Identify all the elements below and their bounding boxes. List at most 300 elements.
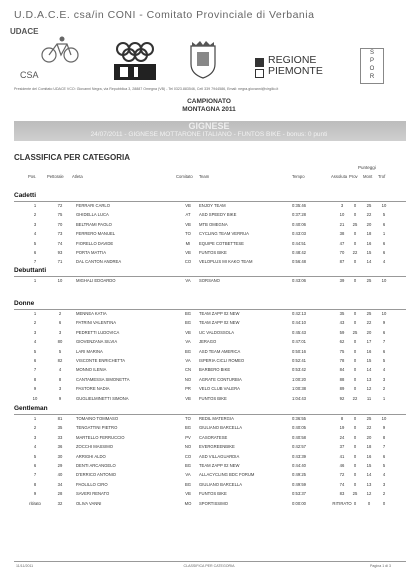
overall-rank: RITIRATO [332,500,352,506]
team: ASD VILLAGUARDIA [199,453,240,459]
overall-rank: 74 [339,481,345,487]
team: JERAGO [199,339,217,345]
table-row [0,278,418,287]
regione-flag-icon [255,58,264,67]
time: 0:43:03 [292,231,306,237]
table-row [0,396,418,405]
coni-logo-icon [110,40,160,82]
athlete-name: FERRERO MANUEL [76,231,116,237]
time: 0:48:42 [292,250,306,255]
points-prov: 0 [353,259,357,265]
overall-rank: 75 [339,348,345,354]
points-mont: 11 [366,395,372,401]
team: SORSANO [199,278,220,283]
comitato: NO [184,444,192,450]
col-tempo: Tempo [292,174,305,179]
pos: 1 [33,278,37,283]
points-trof: 6 [382,329,386,335]
team: SPORTISSIMO [199,500,229,506]
comitato: VB [185,329,191,335]
athlete-name: PEDRETTI LUDOVICA [76,329,120,335]
athlete-name: VISCONTE ENRICHETTA [76,358,126,363]
document-title: U.D.A.C.E. csa/in CONI - Comitato Provinciale di Verbania [14,9,315,21]
pettorale: 32 [57,500,63,506]
points-mont: 12 [366,386,372,392]
points-mont: 13 [366,376,372,382]
table-row [0,320,418,329]
time: 1:00:38 [292,386,306,392]
overall-rank: 24 [339,434,345,440]
athlete-name: GHIDELLA LUCA [76,212,109,218]
table-row [0,212,418,221]
team: FUNTOS BIKE [199,395,227,401]
team: ISPERIA CICLI ROMEO [199,358,245,363]
athlete-name: MONNO ILENIA [76,367,107,373]
team: ALLACYCLING BDC FORUM [199,472,255,478]
time: 0:45:43 [292,329,306,335]
pos: 6 [33,250,37,255]
points-trof: 3 [382,481,386,487]
overall-rank: 43 [339,320,345,326]
pos: 9 [33,491,37,497]
table-row [0,472,418,481]
comitato: VB [185,395,191,401]
col-team: Team [199,174,210,179]
athlete-name: TENGATTINI PIETRO [76,425,118,431]
overall-rank: 88 [339,376,345,382]
pettorale: 73 [57,231,63,237]
championship-label: CAMPIONATO [187,98,231,105]
table-row [0,349,418,358]
athlete-name: D'ERRICO ANTONIO [76,472,117,478]
table-row [0,250,418,259]
col-atleta: Atleta [72,174,83,179]
points-prov: 0 [353,376,357,382]
points-trof: 4 [382,367,386,373]
points-mont: 22 [366,425,372,431]
pettorale: 33 [57,434,63,440]
points-trof: 3 [382,376,386,382]
points-trof: 7 [382,444,386,450]
pettorale: 30 [57,453,63,459]
overall-rank: 84 [339,367,345,373]
col-mont: Mont [363,174,373,179]
pos: 8 [33,481,37,487]
points-trof: 5 [382,212,386,218]
overall-rank: 39 [339,278,345,283]
overall-rank: 46 [339,463,345,468]
table-row [0,386,418,395]
athlete-name: DAL CANTON ANDREA [76,259,122,265]
comitato: TO [185,416,191,421]
points-trof: 10 [381,311,387,316]
time: 0:53:42 [292,367,306,373]
points-prov: 25 [352,329,358,335]
team: CASORATESE [199,434,228,440]
province-crest-icon [188,40,218,80]
athlete-name: MIGHALI EDOARDO [76,278,116,283]
pettorale: 28 [57,491,63,497]
col-pos: Pos. [28,174,37,179]
team: UC VALDOSSOLA [199,329,235,335]
regione-piemonte-logo: REGIONE PIEMONTE [268,54,323,77]
team: GIULIANO BARCELLA [199,425,243,431]
pos: 7 [33,367,37,373]
pos: 4 [33,231,37,237]
section-heading: Debuttanti [14,267,47,274]
points-mont: 25 [366,416,372,421]
col-pettorale: Pettorale [47,174,64,179]
overall-rank: 35 [339,311,345,316]
comitato: VA [185,472,191,478]
pettorale: 70 [57,221,63,227]
comitato: BG [184,311,192,316]
overall-rank: 21 [339,221,345,227]
points-prov: 0 [353,472,357,478]
points-mont: 17 [366,339,372,345]
pettorale: 3 [58,329,62,335]
athlete-name: PATRINI VALENTINA [76,320,117,326]
time: 0:47:01 [292,339,306,345]
pos: 1 [33,416,37,421]
overall-rank: 37 [339,444,345,450]
section-divider [14,309,406,310]
points-prov: 0 [353,453,357,459]
points-trof: 6 [382,250,386,255]
time: 0:49:59 [292,481,306,487]
col-trof: Trof [378,174,386,179]
points-trof: 8 [382,434,386,440]
points-prov: 0 [353,444,357,450]
points-mont: 20 [366,329,372,335]
time: 1:04:43 [292,395,306,401]
points-prov: 0 [353,278,357,283]
team: TEAM ZAPP 02 NEW [199,463,240,468]
overall-rank: 59 [339,329,345,335]
team: CYCLING TEAM VERRUA [199,231,249,237]
points-prov: 0 [353,434,357,440]
time: 0:35:46 [292,203,306,208]
pettorale: 81 [57,416,63,421]
table-row [0,435,418,444]
overall-rank: 38 [339,231,345,237]
comitato: PR [185,386,191,392]
pos: 10 [32,395,38,401]
classification-title: CLASSIFICA PER CATEGORIA [14,153,131,162]
table-row [0,339,418,348]
athlete-name: GUGLIELMINETTI SIMONA [76,395,129,401]
time: 0:56:48 [292,259,306,265]
table-row [0,454,418,463]
comitato: CO [184,453,192,459]
points-prov: 0 [353,358,357,363]
comitato: VB [185,250,191,255]
table-row [0,482,418,491]
comitato: NO [184,376,192,382]
time: 0:43:06 [292,278,306,283]
pettorale: 80 [57,339,63,345]
pettorale: 82 [57,358,63,363]
points-mont: 25 [366,311,372,316]
team: VELOPLUS MI KAKO TEAM [199,259,253,265]
points-mont: 13 [366,481,372,487]
table-row [0,377,418,386]
committee-address: Presidente del Comitato UDACE VCO: Giovanni Negra, via Repubblica 3, 28887 Omegna (VB) - Tel 0323.883546, Cell 339 7944586, Email: negra.giovanni@virgilio.it [14,87,279,91]
pettorale: 8 [58,376,62,382]
overall-rank: 89 [339,386,345,392]
pos: 6 [33,358,37,363]
points-trof: 10 [381,278,387,283]
team: TEAM ZAPP 02 NEW [199,320,240,326]
points-mont: 18 [366,444,372,450]
athlete-name: OLIVA VANNI [76,500,102,506]
points-trof: 4 [382,472,386,478]
points-mont: 15 [366,358,372,363]
points-prov: 0 [353,311,357,316]
comitato: BG [184,481,192,487]
points-prov: 0 [353,463,357,468]
pettorale: 2 [58,311,62,316]
points-prov: 0 [353,367,357,373]
season-label: MONTAGNA 2011 [182,106,236,113]
overall-rank: 87 [339,259,345,265]
comitato: BG [184,348,192,354]
athlete-name: FIORELLO DAVIDE [76,240,114,246]
time: 0:43:39 [292,453,306,459]
pos: 7 [33,472,37,478]
points-mont: 12 [366,491,372,497]
points-trof: 10 [381,416,387,421]
overall-rank: 62 [339,339,345,345]
section-divider [14,414,406,415]
pettorale: 10 [57,278,63,283]
points-prov: 0 [353,240,357,246]
overall-rank: 3 [340,203,344,208]
col-prov: Prov [349,174,358,179]
athlete-name: LARI MARINA [76,348,103,354]
pos: 5 [33,348,37,354]
pettorale: 4 [58,367,62,373]
pettorale: 36 [57,444,63,450]
points-trof: 6 [382,453,386,459]
pos: 5 [33,240,37,246]
athlete-name: ZOCCHI MASSIMO [76,444,113,450]
team: VELO CLUB VALERA [199,386,240,392]
points-mont: 14 [366,259,372,265]
table-row [0,222,418,231]
points-trof: 6 [382,348,386,354]
comitato: VB [185,221,191,227]
points-trof: 7 [382,339,386,345]
points-mont: 14 [366,472,372,478]
time: 0:37:28 [292,212,306,218]
bicycle-icon [40,35,80,65]
points-mont: 16 [366,348,372,354]
event-place: GIGNESE [188,121,230,131]
udace-logo-text: UDACE [10,27,39,36]
table-row [0,491,418,500]
points-prov: 0 [353,416,357,421]
pos: 2 [33,212,37,218]
points-prov: 25 [352,221,358,227]
footer-date: 11/11/2011 [16,564,34,568]
athlete-name: PASTORE NADIA [76,386,110,392]
pos: 8 [33,376,37,382]
points-trof: 6 [382,221,386,227]
pettorale: 34 [57,481,63,487]
team: ASD TEAM AMERICA [199,348,241,354]
points-mont: 15 [366,463,372,468]
comitato: BG [184,320,192,326]
pettorale: 75 [57,212,63,218]
points-mont: 20 [366,434,372,440]
table-row [0,367,418,376]
points-mont: 18 [366,231,372,237]
time: 0:49:25 [292,472,306,478]
comitato: MO [184,500,192,506]
pos: 1 [33,203,37,208]
team: BARBERO BIKE [199,367,231,373]
points-prov: 0 [353,203,357,208]
team: EVERGREENBIKE [199,444,235,450]
points-prov: 0 [353,339,357,345]
time: 0:40:06 [292,221,306,227]
athlete-name: TOMAINO TOMMASO [76,416,119,421]
overall-rank: 72 [339,472,345,478]
points-mont: 25 [366,203,372,208]
pos: 2 [33,425,37,431]
pettorale: 74 [57,240,63,246]
athlete-name: GIOVENZANA SILVIA [76,339,118,345]
overall-rank: 19 [339,425,345,431]
points-trof: 2 [382,491,386,497]
comitato: MI [185,240,191,246]
table-row [0,231,418,240]
time: 0:53:37 [292,491,306,497]
points-trof: 0 [382,500,386,506]
overall-rank: 70 [339,250,345,255]
team: AGRATE CONTURBIA [199,376,242,382]
section-divider [14,276,406,277]
footer-page: Pagina 1 di 3 [370,564,391,568]
points-trof: 10 [381,203,387,208]
team: ASD SPEEDY BIKE [199,212,237,218]
table-row [0,311,418,320]
points-mont: 15 [366,250,372,255]
pos: 7 [33,259,37,265]
table-row [0,444,418,453]
points-mont: 16 [366,240,372,246]
team: REDIL MATERGIA [199,416,234,421]
points-mont: 0 [367,500,371,506]
pettorale: 5 [58,348,62,354]
time: 0:36:55 [292,416,306,421]
table-row [0,463,418,472]
table-row [0,330,418,339]
points-prov: 0 [353,500,357,506]
footer-title: CLASSIFICA PER CATEGORIA [183,564,235,568]
time: 1:00:20 [292,376,306,382]
pos: 3 [33,434,37,440]
athlete-name: DENTI ARCANGELO [76,463,116,468]
pettorale: 93 [57,250,63,255]
pettorale: 3 [58,386,62,392]
overall-rank: 41 [339,453,345,459]
event-details: 24/07/2011 - GIGNESE MOTTARONE ITALIANO - FUNTOS BIKE - bonus: 0 punti [90,131,328,138]
overall-rank: 8 [340,416,344,421]
comitato: VA [185,358,191,363]
section-heading: Cadetti [14,192,37,199]
pettorale: 71 [57,259,63,265]
table-row [0,358,418,367]
pettorale: 29 [57,463,63,468]
athlete-name: SAVERI RENATO [76,491,110,497]
athlete-name: BELTRAMI PAOLO [76,221,112,227]
time: 0:44:40 [292,463,306,468]
points-prov: 0 [353,481,357,487]
points-mont: 22 [366,320,372,326]
time: 0:40:58 [292,434,306,440]
points-mont: 16 [366,453,372,459]
pos: 1 [33,311,37,316]
points-trof: 4 [382,259,386,265]
points-prov: 0 [353,212,357,218]
pettorale: 72 [57,203,63,208]
athlete-name: MARTELLO FERRUCCIO [76,434,125,440]
points-trof: 1 [382,231,386,237]
points-prov: 0 [353,320,357,326]
comitato: VA [185,278,191,283]
table-row [0,425,418,434]
points-trof: 2 [382,386,386,392]
time: 0:42:13 [292,311,306,316]
comitato: CO [184,259,192,265]
pettorale: 35 [57,425,63,431]
overall-rank: 83 [339,491,345,497]
pettorale: 40 [57,472,63,478]
pos: 2 [33,320,37,326]
comitato: TO [185,231,191,237]
comitato: VB [185,491,191,497]
points-trof: 9 [382,425,386,431]
pos: 4 [33,444,37,450]
team: GIULIANO BARCELLA [199,481,243,487]
comitato: VA [185,339,191,345]
pos: 3 [33,221,37,227]
athlete-name: PORTA MATTIA [76,250,107,255]
regione-flag-icon [255,69,264,78]
time: 0:44:51 [292,240,306,246]
overall-rank: 10 [339,212,345,218]
time: 0:40:05 [292,425,306,431]
team: ENJOY TEAM [199,203,226,208]
comitato: CN [184,367,192,373]
team: FUNTOS BIKE [199,491,227,497]
team: MTB OMEGNA [199,221,228,227]
points-trof: 9 [382,320,386,326]
points-mont: 14 [366,367,372,373]
time: 0:00:00 [292,500,306,506]
col-assoluta: Assoluta [331,174,348,179]
team: EQUIPE COTBETTESE [199,240,244,246]
points-prov: 0 [353,231,357,237]
points-prov: 25 [352,491,358,497]
pos: ritirato [29,500,41,506]
overall-rank: 92 [339,395,345,401]
pos: 4 [33,339,37,345]
table-row [0,203,418,212]
comitato: BG [184,463,192,468]
